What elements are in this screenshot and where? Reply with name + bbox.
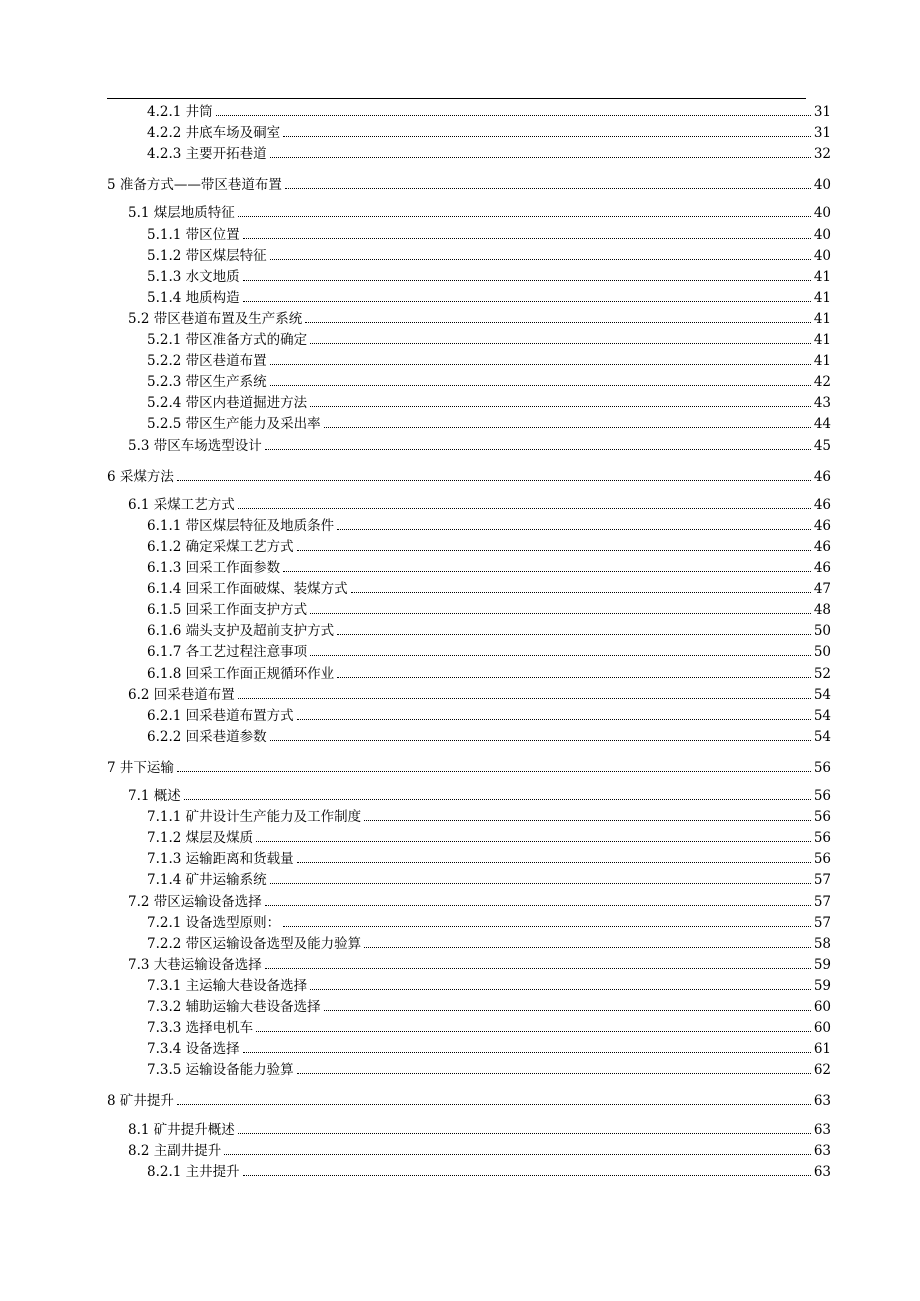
toc-entry[interactable] xyxy=(147,1016,831,1036)
toc-entry-title: 5.1 煤层地质特征 xyxy=(128,205,235,222)
toc-entry-title: 7.1.1 矿井设计生产能力及工作制度 xyxy=(147,809,362,826)
toc-dot-leader xyxy=(270,363,811,365)
toc-entry[interactable] xyxy=(147,932,831,952)
toc-page-number: 31 xyxy=(813,104,831,120)
toc-dot-leader xyxy=(310,612,811,614)
toc-entry[interactable] xyxy=(128,890,831,910)
toc-page-number: 63 xyxy=(813,1121,831,1138)
toc-dot-leader xyxy=(224,1153,811,1155)
toc-dot-leader xyxy=(324,426,811,428)
toc-entry[interactable] xyxy=(147,535,831,555)
toc-entry[interactable] xyxy=(147,1058,831,1078)
toc-dot-leader xyxy=(337,633,811,635)
toc-page-number: 57 xyxy=(813,914,831,931)
toc-entry[interactable] xyxy=(147,349,831,369)
toc-entry[interactable] xyxy=(147,704,831,724)
toc-entry[interactable] xyxy=(147,619,831,639)
toc-entry[interactable] xyxy=(147,412,831,432)
toc-entry-title: 5.1.2 带区煤层特征 xyxy=(147,247,267,264)
toc-entry-title: 7.3 大巷运输设备选择 xyxy=(128,956,262,973)
toc-dot-leader xyxy=(216,114,811,116)
toc-entry[interactable] xyxy=(128,434,831,454)
toc-page-number: 41 xyxy=(813,310,831,327)
toc-page-number: 59 xyxy=(813,956,831,973)
toc-entry[interactable] xyxy=(147,974,831,994)
toc-dot-leader xyxy=(238,1132,811,1134)
toc-entry-title: 6.1.6 端头支护及超前支护方式 xyxy=(147,623,335,640)
toc-dot-leader xyxy=(283,570,811,572)
toc-entry[interactable] xyxy=(147,662,831,682)
toc-entry[interactable] xyxy=(147,995,831,1015)
toc-entry[interactable] xyxy=(128,1139,831,1159)
toc-entry-title: 7.1.3 运输距离和货载量 xyxy=(147,851,294,868)
toc-entry[interactable] xyxy=(147,847,831,867)
toc-entry[interactable] xyxy=(128,683,831,703)
toc-page-number: 57 xyxy=(813,872,831,889)
toc-page-number: 60 xyxy=(813,999,831,1015)
toc-page-number: 63 xyxy=(813,1163,831,1180)
toc-entry-title: 5 准备方式——带区巷道布置 xyxy=(107,177,282,194)
toc-dot-leader xyxy=(297,1072,811,1074)
toc-dot-leader xyxy=(270,258,811,260)
toc-page-number: 48 xyxy=(813,602,831,619)
toc-entry[interactable] xyxy=(147,598,831,618)
toc-entry-title: 7.1.2 煤层及煤质 xyxy=(147,830,254,847)
toc-entry[interactable] xyxy=(147,805,831,825)
toc-page-number: 56 xyxy=(813,809,831,826)
toc-dot-leader xyxy=(270,384,811,386)
toc-dot-leader xyxy=(283,925,811,927)
toc-entry-title: 4.2.2 井底车场及硐室 xyxy=(147,125,281,142)
toc-entry-title: 5.2.5 带区生产能力及采出率 xyxy=(147,416,321,433)
toc-dot-leader xyxy=(177,770,811,772)
toc-entry-title: 8.1 矿井提升概述 xyxy=(128,1121,235,1138)
toc-entry-title: 7.1 概述 xyxy=(128,788,181,804)
toc-page-number: 56 xyxy=(813,788,831,804)
toc-page-number: 57 xyxy=(813,893,831,910)
toc-page-number: 44 xyxy=(813,416,831,433)
toc-chapter-entry[interactable] xyxy=(107,756,831,776)
toc-chapter-entry[interactable] xyxy=(107,173,831,193)
toc-page-number: 46 xyxy=(813,468,831,485)
toc-page-number: 58 xyxy=(813,935,831,952)
toc-entry-title: 7.2 带区运输设备选择 xyxy=(128,893,262,910)
toc-entry[interactable] xyxy=(128,784,831,804)
toc-dot-leader xyxy=(351,591,811,593)
toc-page-number: 56 xyxy=(813,830,831,847)
toc-entry-title: 5.2.1 带区准备方式的确定 xyxy=(147,332,308,348)
toc-page-number: 59 xyxy=(813,977,831,994)
toc-dot-leader xyxy=(243,1174,811,1176)
toc-page-number: 41 xyxy=(813,289,831,306)
toc-page-number: 31 xyxy=(813,125,831,142)
toc-page-number: 54 xyxy=(813,686,831,703)
toc-chapter-entry[interactable] xyxy=(107,1089,831,1109)
toc-dot-leader xyxy=(238,215,811,217)
toc-page-number: 41 xyxy=(813,268,831,285)
toc-entry-title: 7 井下运输 xyxy=(107,759,174,776)
toc-entry-title: 5.1.3 水文地质 xyxy=(147,268,240,285)
toc-entry-title: 5.2 带区巷道布置及生产系统 xyxy=(128,310,303,327)
toc-entry-title: 7.2.1 设备选型原则： xyxy=(147,914,281,931)
toc-page-number: 63 xyxy=(813,1093,831,1110)
toc-dot-leader xyxy=(265,967,811,969)
toc-page-number: 50 xyxy=(813,644,831,661)
toc-entry-title: 6.1.8 回采工作面正规循环作业 xyxy=(147,665,335,682)
toc-page-number: 40 xyxy=(813,226,831,243)
toc-page-number: 41 xyxy=(813,332,831,348)
toc-entry-title: 6.1.5 回采工作面支护方式 xyxy=(147,602,308,619)
toc-entry-title: 7.1.4 矿井运输系统 xyxy=(147,872,267,889)
toc-entry-title: 6.1.1 带区煤层特征及地质条件 xyxy=(147,517,335,534)
toc-entry-title: 5.3 带区车场选型设计 xyxy=(128,437,262,454)
toc-dot-leader xyxy=(285,187,811,189)
toc-dot-leader xyxy=(243,1051,811,1053)
toc-entry-title: 6 采煤方法 xyxy=(107,468,174,485)
toc-dot-leader xyxy=(337,528,811,530)
toc-dot-leader xyxy=(310,342,811,344)
toc-entry-title: 5.1.1 带区位置 xyxy=(147,226,240,243)
toc-entry[interactable] xyxy=(147,391,831,411)
toc-entry-title: 6.2.2 回采巷道参数 xyxy=(147,728,267,745)
toc-dot-leader xyxy=(297,549,811,551)
toc-dot-leader xyxy=(243,300,811,302)
toc-dot-leader xyxy=(177,479,811,481)
toc-entry[interactable] xyxy=(147,725,831,745)
toc-page-number: 61 xyxy=(813,1041,831,1058)
toc-dot-leader xyxy=(243,279,811,281)
toc-dot-leader xyxy=(177,1103,811,1105)
toc-dot-leader xyxy=(256,1030,811,1032)
toc-entry[interactable] xyxy=(128,493,831,513)
toc-entry[interactable] xyxy=(147,911,831,931)
toc-entry[interactable] xyxy=(147,244,831,264)
toc-entry-title: 7.3.4 设备选择 xyxy=(147,1041,240,1058)
toc-page-number: 62 xyxy=(813,1062,831,1079)
toc-entry-title: 6.1.3 回采工作面参数 xyxy=(147,560,281,576)
toc-dot-leader xyxy=(337,676,811,678)
toc-page-number: 46 xyxy=(813,538,831,555)
toc-dot-leader xyxy=(310,654,811,656)
toc-entry[interactable] xyxy=(147,640,831,660)
toc-entry-title: 5.2.3 带区生产系统 xyxy=(147,374,267,391)
toc-entry-title: 5.2.2 带区巷道布置 xyxy=(147,353,267,370)
toc-page-number: 40 xyxy=(813,205,831,222)
toc-dot-leader xyxy=(364,946,811,948)
toc-entry[interactable] xyxy=(147,514,831,534)
toc-page-number: 56 xyxy=(813,759,831,776)
toc-entry[interactable] xyxy=(147,370,831,390)
toc-dot-leader xyxy=(305,321,811,323)
toc-dot-leader xyxy=(310,405,811,407)
toc-entry-title: 6.1.2 确定采煤工艺方式 xyxy=(147,538,294,555)
toc-entry[interactable] xyxy=(128,307,831,327)
toc-entry[interactable] xyxy=(147,1160,831,1180)
toc-page-number: 45 xyxy=(813,437,831,454)
toc-page-number: 54 xyxy=(813,707,831,724)
toc-dot-leader xyxy=(270,739,811,741)
toc-dot-leader xyxy=(270,156,811,158)
toc-dot-leader xyxy=(265,448,811,450)
toc-dot-leader xyxy=(270,882,811,884)
toc-dot-leader xyxy=(243,237,811,239)
toc-dot-leader xyxy=(297,861,811,863)
toc-page-number: 56 xyxy=(813,851,831,868)
toc-page-number: 52 xyxy=(813,665,831,682)
toc-page-number: 46 xyxy=(813,496,831,513)
toc-entry[interactable] xyxy=(147,223,831,243)
toc-entry[interactable] xyxy=(147,577,831,597)
toc-entry[interactable] xyxy=(147,556,831,576)
toc-entry[interactable] xyxy=(147,868,831,888)
toc-page-number: 60 xyxy=(813,1020,831,1037)
toc-page-number: 54 xyxy=(813,728,831,745)
toc-chapter-entry[interactable] xyxy=(107,465,831,485)
toc-dot-leader xyxy=(283,135,811,137)
toc-page-number: 43 xyxy=(813,395,831,412)
toc-entry-title: 6.1 采煤工艺方式 xyxy=(128,496,235,513)
toc-entry-title: 7.3.5 运输设备能力验算 xyxy=(147,1062,294,1079)
toc-page-number: 47 xyxy=(813,581,831,598)
toc-entry-title: 4.2.3 主要开拓巷道 xyxy=(147,146,267,163)
toc-entry-title: 7.3.2 辅助运输大巷设备选择 xyxy=(147,999,321,1015)
toc-entry-title: 7.3.1 主运输大巷设备选择 xyxy=(147,977,308,994)
toc-dot-leader xyxy=(256,840,811,842)
toc-entry-title: 4.2.1 井筒 xyxy=(147,104,213,120)
toc-entry-title: 7.3.3 选择电机车 xyxy=(147,1020,254,1037)
toc-entry-title: 6.1.7 各工艺过程注意事项 xyxy=(147,644,308,661)
header-rule xyxy=(107,98,806,99)
toc-entry[interactable] xyxy=(147,1037,831,1057)
toc-page-number: 32 xyxy=(813,146,831,163)
toc-dot-leader xyxy=(184,798,811,800)
toc-entry[interactable] xyxy=(147,142,831,162)
toc-dot-leader xyxy=(297,718,811,720)
toc-entry-title: 6.2 回采巷道布置 xyxy=(128,686,235,703)
toc-entry[interactable] xyxy=(147,286,831,306)
toc-page-number: 41 xyxy=(813,353,831,370)
toc-entry[interactable] xyxy=(147,100,831,120)
toc-entry[interactable] xyxy=(128,953,831,973)
toc-entry-title: 8 矿井提升 xyxy=(107,1093,174,1110)
toc-entry[interactable] xyxy=(128,1118,831,1138)
toc-page-number: 40 xyxy=(813,247,831,264)
toc-entry-title: 7.2.2 带区运输设备选型及能力验算 xyxy=(147,935,362,952)
toc-dot-leader xyxy=(238,697,811,699)
toc-page-number: 46 xyxy=(813,560,831,576)
toc-entry[interactable] xyxy=(147,265,831,285)
toc-page-number: 63 xyxy=(813,1142,831,1159)
toc-entry[interactable] xyxy=(147,121,831,141)
toc-entry-title: 5.2.4 带区内巷道掘进方法 xyxy=(147,395,308,412)
toc-entry-title: 8.2 主副井提升 xyxy=(128,1142,222,1159)
toc-dot-leader xyxy=(310,988,811,990)
toc-page-number: 42 xyxy=(813,374,831,391)
toc-entry[interactable] xyxy=(128,201,831,221)
toc-page-number: 46 xyxy=(813,517,831,534)
toc-dot-leader xyxy=(364,819,811,821)
toc-page-number: 40 xyxy=(813,177,831,194)
toc-dot-leader xyxy=(324,1009,811,1011)
toc-entry-title: 6.2.1 回采巷道布置方式 xyxy=(147,707,294,724)
toc-entry-title: 8.2.1 主井提升 xyxy=(147,1163,240,1180)
toc-entry-title: 6.1.4 回采工作面破煤、装煤方式 xyxy=(147,581,348,598)
toc-entry-title: 5.1.4 地质构造 xyxy=(147,289,240,306)
toc-dot-leader xyxy=(265,904,811,906)
toc-entry[interactable] xyxy=(147,826,831,846)
toc-dot-leader xyxy=(238,507,811,509)
toc-page-number: 50 xyxy=(813,623,831,640)
toc-entry[interactable] xyxy=(147,328,831,348)
